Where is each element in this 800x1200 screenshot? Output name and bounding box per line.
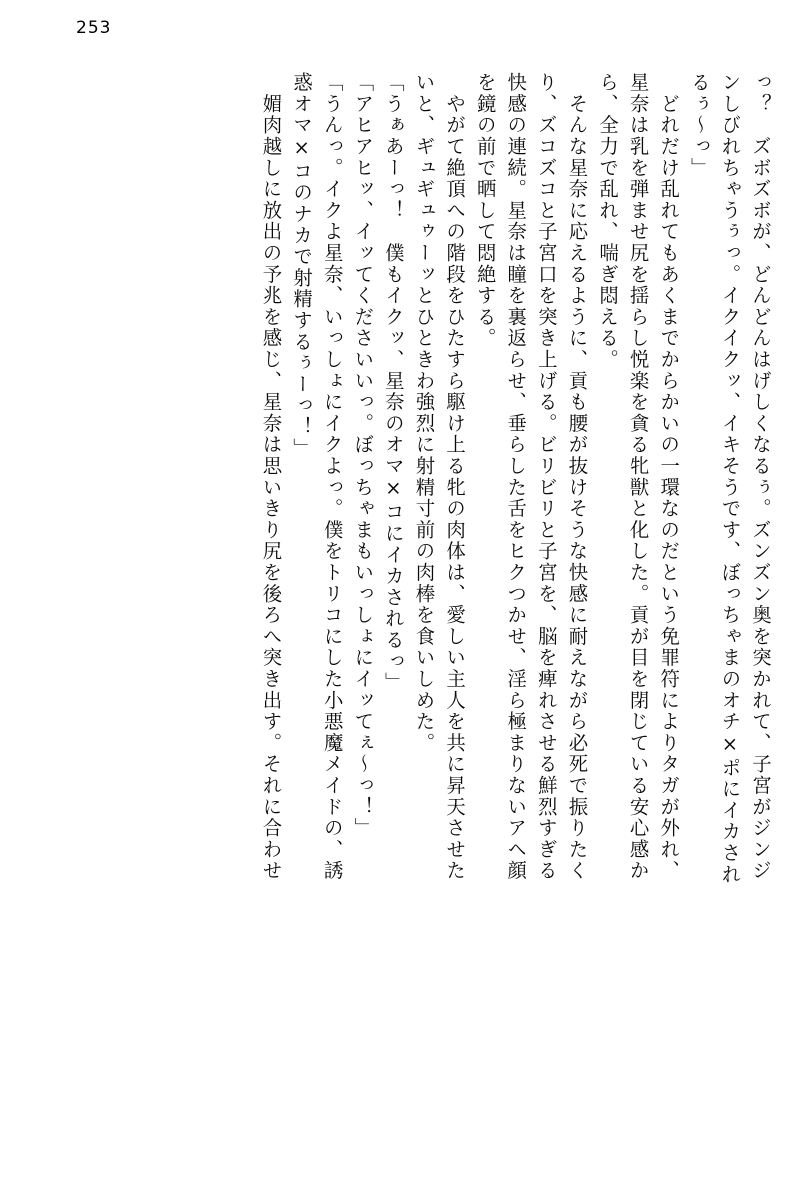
text-line: 「アヒアヒッ、イッてくださいいっ。ぼっちゃまもいっしょにイッてぇ～っ！」 bbox=[351, 72, 375, 839]
text-line: 媚肉越しに放出の予兆を感じ、星奈は思いきり尻を後ろへ突き出す。それに合わせ bbox=[259, 72, 283, 882]
text-line: やがて絶頂への階段をひたすら駆け上る牝の肉体は、愛しい主人を共に昇天させた bbox=[443, 72, 467, 882]
text-line: いと、ギュギュゥーッとひときわ強烈に射精寸前の肉棒を食いしめた。 bbox=[412, 72, 436, 754]
text-line: ンしびれちゃうぅっ。イクイクッ、イキそうです、ぼっちゃまのオチ×ポにイカされ bbox=[718, 72, 742, 885]
vertical-body-text bbox=[38, 72, 770, 1162]
text-line: 快感の連続。星奈は瞳を裏返らせ、垂らした舌をヒクつかせ、淫ら極まりないアヘ顔 bbox=[504, 72, 528, 882]
text-line: どれだけ乱れてもあくまでからかいの一環なのだという免罪符によりタガが外れ、 bbox=[657, 72, 681, 882]
text-line: 「うんっ。イクよ星奈、いっしょにイクよっ。僕をトリコにした小悪魔メイドの、誘 bbox=[320, 72, 344, 882]
page-number: 253 bbox=[76, 18, 112, 38]
text-line: るぅ～っ」 bbox=[687, 72, 711, 179]
text-line: ら、全力で乱れ、喘ぎ悶える。 bbox=[596, 72, 620, 371]
text-line: り、ズコズコと子宮口を突き上げる。ビリビリと子宮を、脳を痺れさせる鮮烈すぎる bbox=[534, 72, 558, 882]
text-line: そんな星奈に応えるように、貢も腰が抜けそうな快感に耐えながら必死で振りたく bbox=[565, 72, 589, 882]
text-line: っ？ ズボズボが、どんどんはげしくなるぅ。ズンズン奥を突かれて、子宮がジンジ bbox=[749, 72, 772, 882]
text-line: 星奈は乳を弾ませ尻を揺らし悦楽を貪る牝獣と化した。貢が目を閉じている安心感か bbox=[626, 72, 650, 882]
text-line: 「うぁあーっ！ 僕もイクッ、星奈のオマ×コにイカされるっ」 bbox=[381, 72, 405, 694]
text-line: を鏡の前で晒して悶絶する。 bbox=[473, 72, 497, 349]
text-line: 惑オマ×コのナカで射精するぅーっ！」 bbox=[290, 72, 314, 459]
